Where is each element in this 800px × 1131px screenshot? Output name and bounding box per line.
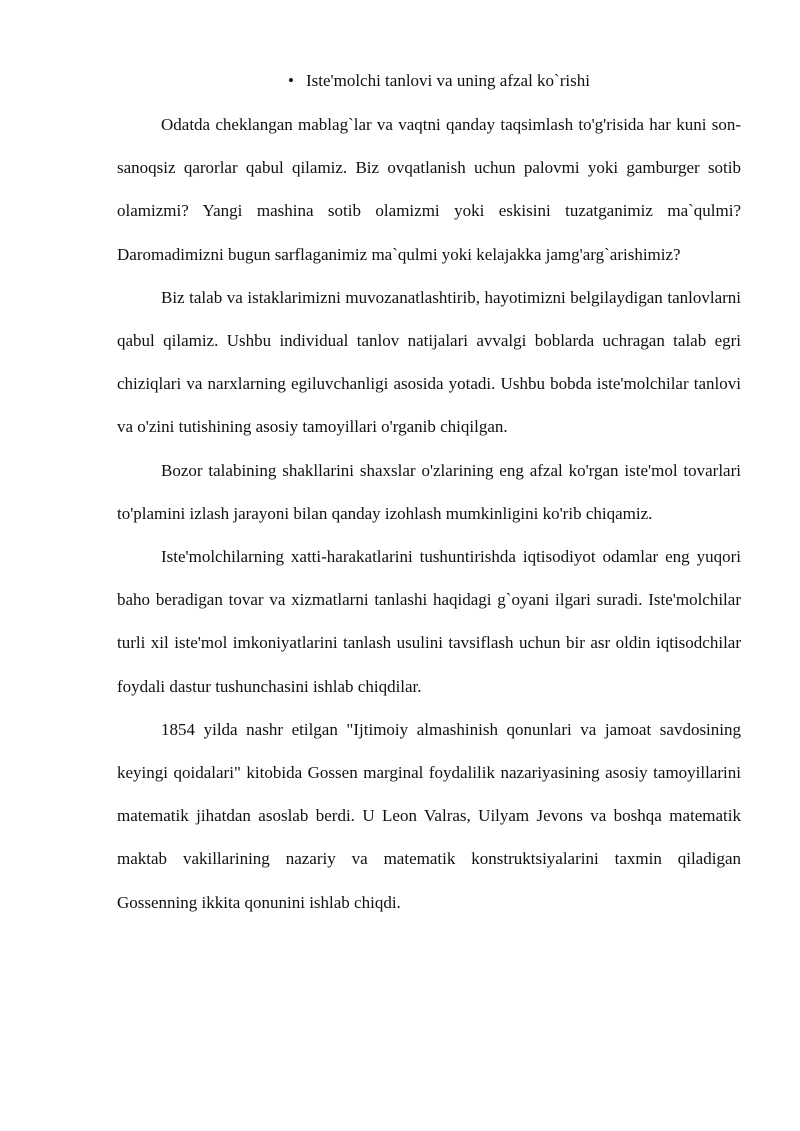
paragraph-1: Odatda cheklangan mablag`lar va vaqtni qanday taqsimlash to'g'risida har kuni son-sanoqsiz qarorlar qabul qilamiz. Biz ovqatlanish uchun palovmi yoki gamburger sotib olamizmi? Yangi mashina sotib olamizmi yoki eskisini tuzatganimiz ma`qulmi? Daromadimizni bugun sarflaganimiz ma`qulmi yoki kelajakka jamg'arg`arishimiz? — [117, 115, 741, 264]
paragraph-3: Bozor talabining shakllarini shaxslar o'zlarining eng afzal ko'rgan iste'mol tovarlari to'plamini izlash jarayoni bilan qanday izohlash mumkinligini ko'rib chiqamiz. — [117, 460, 741, 523]
paragraph-4: Iste'molchilarning xatti-harakatlarini tushuntirishda iqtisodiyot odamlar eng yuqori baho beradigan tovar va xizmatlarni tanlashi haqidagi g`oyani ilgari suradi. Iste'molchilar turli xil iste'mol imkoniyatlarini tanlash usulini tavsiflash uchun bir asr oldin iqtisodchilar foydali dastur tushunchasini ishlab chiqdilar. — [117, 547, 741, 696]
section-heading-text: Iste'molchi tanlovi va uning afzal ko`rishi — [305, 71, 590, 90]
paragraph-5: 1854 yilda nashr etilgan "Ijtimoiy almashinish qonunlari va jamoat savdosining keyingi qoidalari" kitobida Gossen marginal foydalilik nazariyasining asosiy tamoyillarini matematik jihatdan asoslab berdi. U Leon Valras, Uilyam Jevons va boshqa matematik maktab vakillarining nazariy va matematik konstruktsiyalarini taxmin qiladigan Gossenning ikkita qonunini ishlab chiqdi. — [117, 719, 741, 912]
bullet-icon: • — [288, 71, 294, 90]
section-heading — [117, 70, 741, 92]
paragraph-2: Biz talab va istaklarimizni muvozanatlashtirib, hayotimizni belgilaydigan tanlovlarni qabul qilamiz. Ushbu individual tanlov natijalari avvalgi boblarda uchragan talab egri chiziqlari va narxlarning egiluvchanligi asosida yotadi. Ushbu bobda iste'molchilar tanlovi va o'zini tutishining asosiy tamoyillari o'rganib chiqilgan. — [117, 287, 741, 437]
document-page — [117, 70, 741, 924]
